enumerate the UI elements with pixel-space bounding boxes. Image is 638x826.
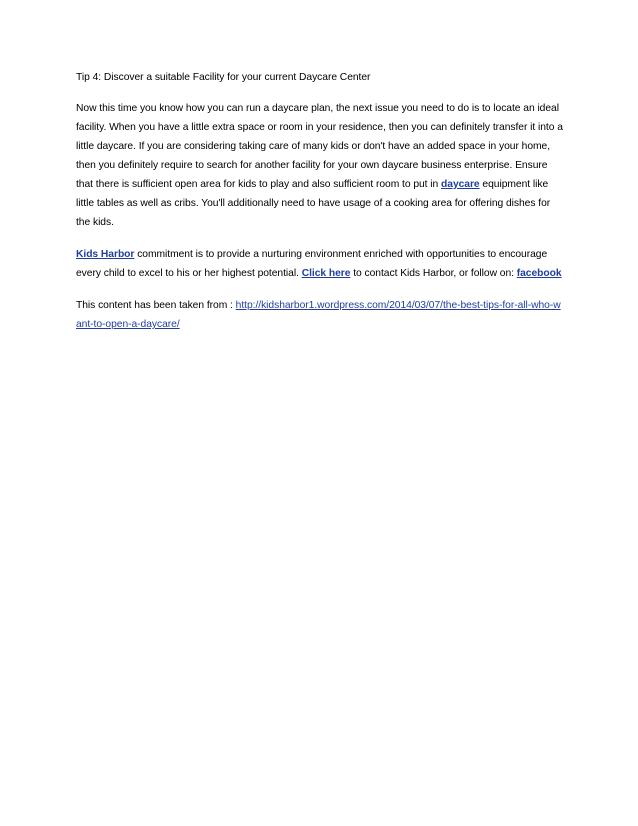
kids-harbor-link[interactable]: Kids Harbor	[76, 249, 135, 260]
document-page	[76, 68, 566, 347]
daycare-link[interactable]: daycare	[441, 179, 480, 190]
click-here-link[interactable]: Click here	[301, 268, 351, 279]
facebook-link[interactable]: facebook	[516, 268, 562, 279]
paragraph-facility	[76, 99, 566, 232]
kids-harbor-text-1: commitment is to provide a nurturing environment enriched with opportunities to encourage every child to excel to his or her highest potential.	[76, 249, 548, 279]
tip-heading: Tip 4: Discover a suitable Facility for your current Daycare Center	[76, 72, 371, 83]
source-url-link[interactable]: http://kidsharbor1.wordpress.com/2014/03/07/the-best-tips-for-all-who-want-to-open-a-daycare/	[76, 300, 561, 330]
paragraph-facility-text-end: equipment like little tables as well as cribs. You'll additionally need to have usage of a cooking area for offering dishes for the kids.	[76, 179, 551, 228]
paragraph-source	[76, 296, 566, 334]
kids-harbor-text-2: to contact Kids Harbor, or follow on:	[350, 268, 517, 279]
source-prefix: This content has been taken from :	[76, 300, 236, 311]
paragraph-facility-text-start: Now this time you know how you can run a daycare plan, the next issue you need to do is to locate an ideal facility. When you have a little extra space or room in your residence, then you can definitely transfer it into a little daycare. If you are considering taking care of many kids or don't have an added space in your home, then you definitely require to search for another facility for your own daycare business enterprise. Ensure that there is sufficient open area for kids to play and also sufficient room to put in	[76, 103, 563, 190]
paragraph-kids-harbor	[76, 245, 566, 283]
